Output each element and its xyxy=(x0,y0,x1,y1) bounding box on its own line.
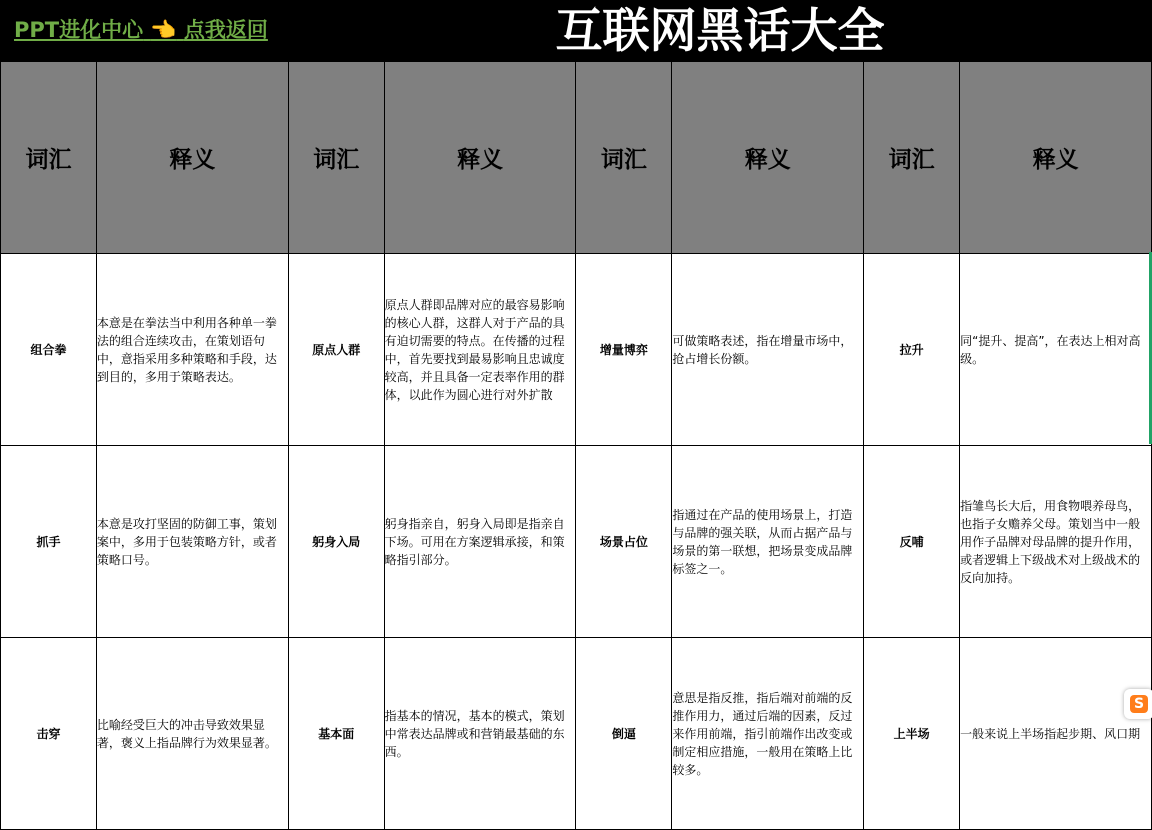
definition-cell[interactable] xyxy=(384,638,576,830)
definition-cell[interactable] xyxy=(672,446,864,638)
definition-text: 同“提升、提高”，在表达上相对高级。 xyxy=(960,333,1141,366)
definition-text: 原点人群即品牌对应的最容易影响的核心人群，这群人对于产品的具有迫切需要的特点。在传播的过程中，首先要找到最易影响且忠诚度较高，并且具备一定表率作用的群体，以此作为圆心进行对外扩散 xyxy=(384,297,565,402)
sogou-icon: S xyxy=(1130,695,1148,713)
definition-text: 意思是指反推，指后端对前端的反推作用力，通过后端的因素，反过来作用前端，指引前端作出改变或制定相应措施，一般用在策略上比较多。 xyxy=(672,690,853,777)
definition-cell[interactable] xyxy=(960,638,1152,830)
header-row xyxy=(1,62,1152,254)
definition-text: 比喻经受巨大的冲击导致效果显著，褒义上指品牌行为效果显著。 xyxy=(96,717,277,750)
definition-text: 指雏鸟长大后，用食物喂养母鸟，也指子女赡养父母。策划当中一般用作子品牌对母品牌的提升作用，或者逻辑上下级战术对上级战术的反向加持。 xyxy=(960,498,1141,585)
column-header-definition[interactable]: 释义 xyxy=(96,62,288,254)
column-header-term[interactable]: 词汇 xyxy=(1,62,97,254)
definition-text: 指基本的情况，基本的模式，策划中常表达品牌或和营销最基础的东西。 xyxy=(384,708,565,759)
definition-text: 本意是攻打坚固的防御工事，策划案中，多用于包装策略方针，或者策略口号。 xyxy=(96,516,277,567)
column-header-definition[interactable]: 释义 xyxy=(384,62,576,254)
term-cell[interactable]: 上半场 xyxy=(864,638,960,830)
definition-cell[interactable] xyxy=(384,446,576,638)
definition-text: 一般来说上半场指起步期、风口期 xyxy=(960,726,1141,741)
term-cell[interactable]: 增量博弈 xyxy=(576,254,672,446)
definition-text: 躬身指亲自，躬身入局即是指亲自下场。可用在方案逻辑承接，和策略指引部分。 xyxy=(384,516,565,567)
column-header-term[interactable]: 词汇 xyxy=(288,62,384,254)
back-link-action[interactable]: 点我返回 xyxy=(183,18,268,42)
column-header-term[interactable]: 词汇 xyxy=(864,62,960,254)
term-cell[interactable]: 拉升 xyxy=(864,254,960,446)
term-cell[interactable]: 躬身入局 xyxy=(288,446,384,638)
term-cell[interactable]: 场景占位 xyxy=(576,446,672,638)
definition-cell[interactable] xyxy=(672,638,864,830)
term-cell[interactable]: 抓手 xyxy=(1,446,97,638)
definition-cell[interactable] xyxy=(96,638,288,830)
table-row xyxy=(1,254,1152,446)
column-header-term[interactable]: 词汇 xyxy=(576,62,672,254)
table-row xyxy=(1,638,1152,830)
back-link[interactable] xyxy=(14,17,268,43)
column-header-definition[interactable]: 释义 xyxy=(672,62,864,254)
term-cell[interactable]: 倒逼 xyxy=(576,638,672,830)
page-title: 互联网黑话大全 xyxy=(555,4,885,59)
definition-cell[interactable] xyxy=(960,254,1152,446)
term-cell[interactable]: 组合拳 xyxy=(1,254,97,446)
back-link-text[interactable]: PPT进化中心 xyxy=(14,18,144,42)
definition-text: 本意是在拳法当中利用各种单一拳法的组合连续攻击，在策划语句中，意指采用多种策略和手段，达到目的，多用于策略表达。 xyxy=(96,315,277,384)
pointing-hand-icon: 👈 xyxy=(150,18,177,42)
definition-cell[interactable] xyxy=(960,446,1152,638)
floating-tool-button[interactable] xyxy=(1124,689,1152,719)
term-cell[interactable]: 原点人群 xyxy=(288,254,384,446)
term-cell[interactable]: 击穿 xyxy=(1,638,97,830)
table-row xyxy=(1,446,1152,638)
title-bar xyxy=(0,0,1152,61)
term-cell[interactable]: 基本面 xyxy=(288,638,384,830)
definition-text: 指通过在产品的使用场景上，打造与品牌的强关联，从而占据产品与场景的第一联想，把场景变成品牌标签之一。 xyxy=(672,507,853,576)
glossary-table xyxy=(0,61,1152,830)
definition-cell[interactable] xyxy=(672,254,864,446)
definition-text: 可做策略表述，指在增量市场中，抢占增长份额。 xyxy=(672,333,853,366)
column-header-definition[interactable]: 释义 xyxy=(960,62,1152,254)
definition-cell[interactable] xyxy=(384,254,576,446)
definition-cell[interactable] xyxy=(96,446,288,638)
definition-cell[interactable] xyxy=(96,254,288,446)
term-cell[interactable]: 反哺 xyxy=(864,446,960,638)
